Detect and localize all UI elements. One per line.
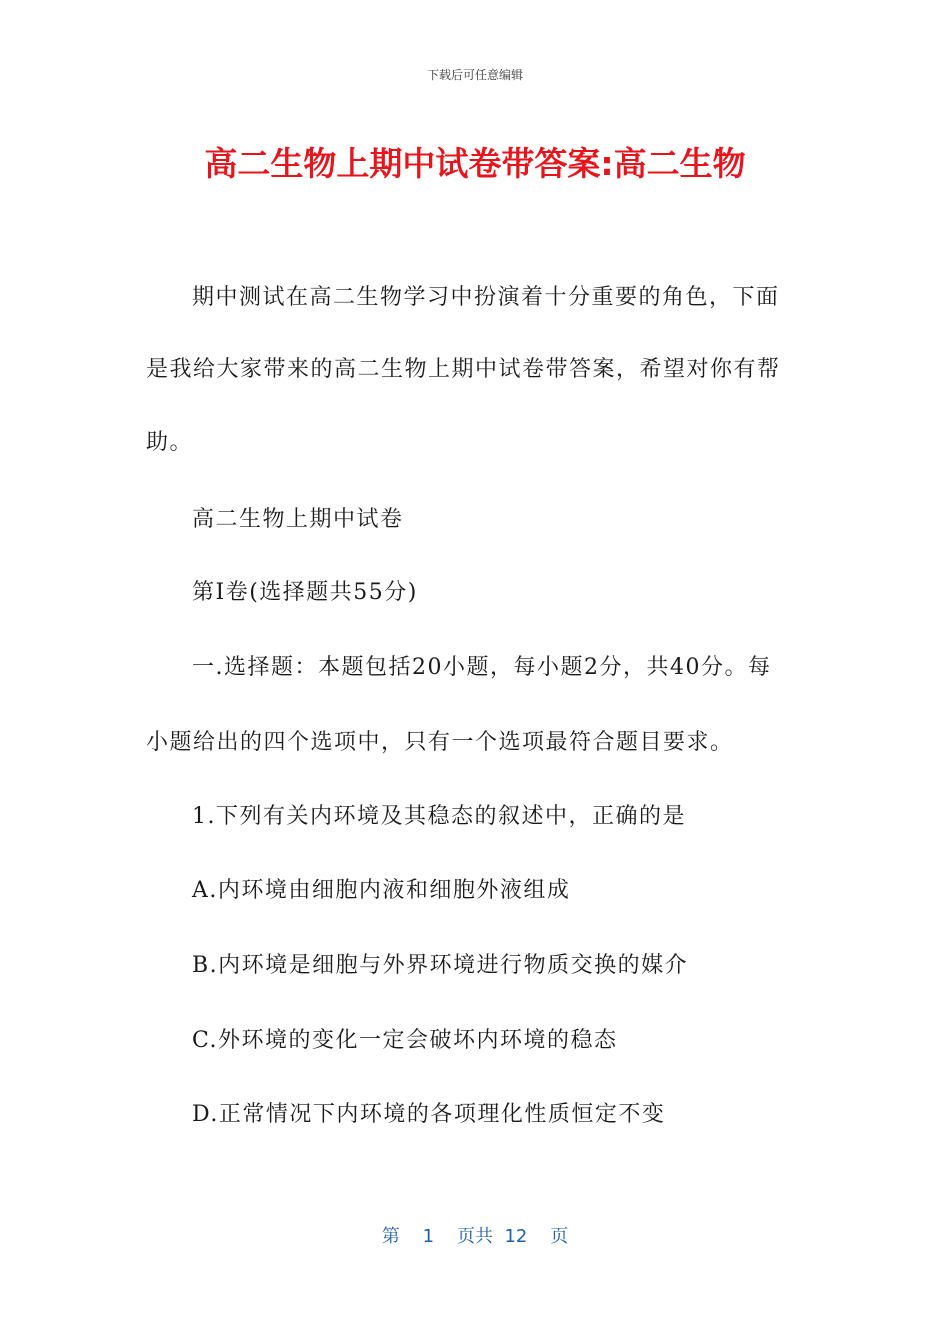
- option-d: D.正常情况下内环境的各项理化性质恒定不变: [192, 1102, 666, 1127]
- paragraph-intro-line-2: 是我给大家带来的高二生物上期中试卷带答案，希望对你有帮: [146, 357, 781, 382]
- option-b: B.内环境是细胞与外界环境进行物质交换的媒介: [192, 953, 689, 978]
- footer-label-total: 页共: [456, 1226, 493, 1247]
- question-1: 1.下列有关内环境及其稳态的叙述中，正确的是: [192, 804, 686, 829]
- footer-page-total: 12: [504, 1226, 528, 1247]
- part-heading: 第Ⅰ卷(选择题共55分): [192, 580, 418, 605]
- footer-page-current: 1: [422, 1226, 435, 1247]
- footer-label-page: 第: [381, 1226, 400, 1247]
- option-a: A.内环境由细胞内液和细胞外液组成: [192, 878, 571, 903]
- footer-label-end: 页: [550, 1226, 569, 1247]
- option-c: C.外环境的变化一定会破坏内环境的稳态: [192, 1028, 618, 1053]
- instructions-line-2: 小题给出的四个选项中，只有一个选项最符合题目要求。: [146, 730, 734, 755]
- instructions-line-1: 一.选择题：本题包括20小题，每小题2分，共40分。每: [192, 655, 772, 680]
- paragraph-intro-line-1: 期中测试在高二生物学习中扮演着十分重要的角色，下面: [192, 285, 780, 310]
- header-note: 下载后可任意编辑: [426, 68, 523, 82]
- section-heading: 高二生物上期中试卷: [192, 507, 404, 532]
- document-title: 高二生物上期中试卷带答案:高二生物: [204, 144, 746, 183]
- page-footer: [0, 1224, 950, 1250]
- paragraph-intro-line-3: 助。: [146, 430, 194, 455]
